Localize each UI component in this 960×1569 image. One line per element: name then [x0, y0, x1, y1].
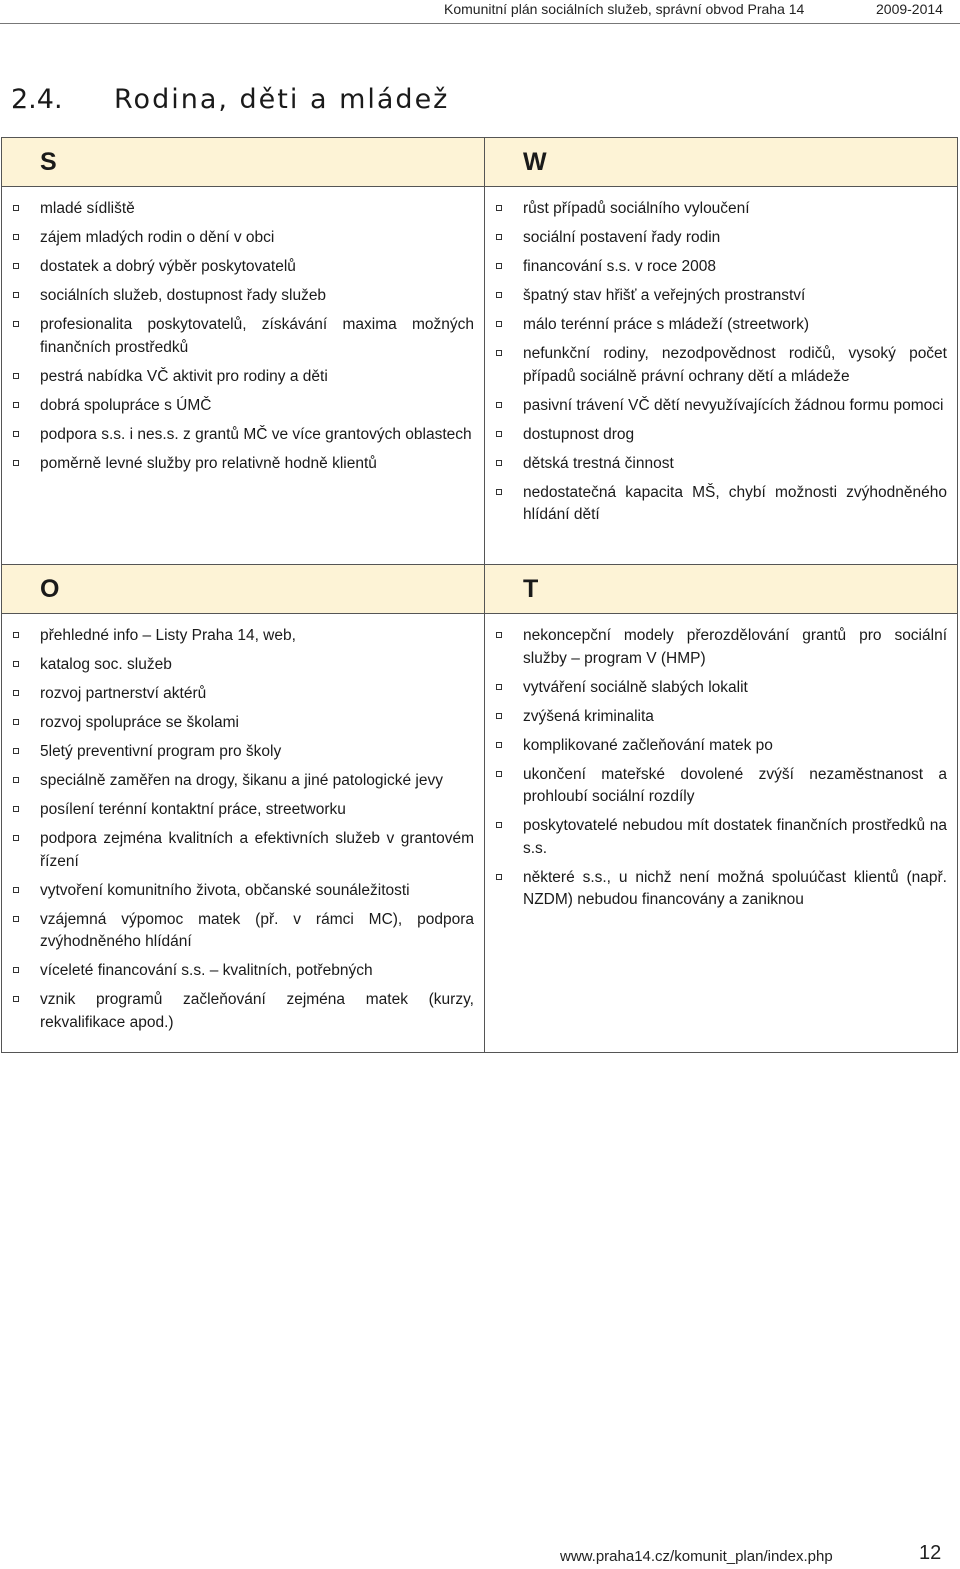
list-item-text: některé s.s., u nichž není možná spoluúčast klientů (např. NZDM) nebudou financovány a zaniknou — [523, 868, 947, 908]
list-item — [2, 453, 474, 476]
list-item — [485, 256, 947, 279]
square-bullet-icon — [13, 321, 19, 327]
square-bullet-icon — [13, 748, 19, 754]
square-bullet-icon — [13, 431, 19, 437]
square-bullet-icon — [13, 777, 19, 783]
list-item-text: 5letý preventivní program pro školy — [40, 743, 282, 760]
list-item-text: podpora zejména kvalitních a efektivních služeb v grantovém řízení — [40, 830, 474, 870]
square-bullet-icon — [496, 632, 502, 638]
list-item-text: komplikované začleňování matek po — [523, 736, 773, 754]
list-item-text: dostatek a dobrý výběr poskytovatelů — [40, 258, 296, 275]
list-item-text: rozvoj partnerství aktérů — [40, 685, 207, 702]
opportunities-list — [2, 614, 484, 1034]
square-bullet-icon — [13, 263, 19, 269]
list-item-text: financování s.s. v roce 2008 — [523, 258, 717, 275]
weaknesses-list — [485, 187, 957, 527]
list-item-text: posílení terénní kontaktní práce, streetworku — [40, 801, 346, 818]
threats-header: T — [485, 565, 958, 614]
header-rule — [0, 23, 960, 24]
list-item — [485, 285, 947, 308]
list-item-text: vytvoření komunitního života, občanské sounáležitosti — [40, 881, 410, 899]
square-bullet-icon — [13, 806, 19, 812]
list-item — [485, 314, 947, 337]
list-item — [485, 198, 947, 221]
list-item-text: špatný stav hřišť a veřejných prostranství — [523, 287, 806, 304]
square-bullet-icon — [13, 292, 19, 298]
list-item — [485, 424, 947, 447]
list-item-text: vznik programů začleňování zejména matek (kurzy, rekvalifikace apod.) — [40, 991, 474, 1031]
square-bullet-icon — [496, 742, 502, 748]
list-item — [485, 482, 947, 527]
list-item — [2, 799, 474, 822]
square-bullet-icon — [13, 373, 19, 379]
square-bullet-icon — [496, 460, 502, 466]
list-item-text: málo terénní práce s mládeží (streetwork) — [523, 316, 809, 333]
strengths-cell — [2, 187, 485, 565]
list-item — [485, 625, 947, 670]
list-item — [2, 256, 474, 279]
section-title: Rodina, děti a mládež — [114, 84, 450, 115]
swot-body-row-top — [2, 187, 958, 565]
list-item-text: nefunkční rodiny, nezodpovědnost rodičů, vysoký počet případů sociálně právní ochrany dětí a mládeže — [523, 345, 947, 385]
list-item — [2, 366, 474, 389]
running-footer — [0, 1540, 960, 1568]
list-item-text: poskytovatelé nebudou mít dostatek finančních prostředků na s.s. — [523, 817, 947, 857]
list-item-text: sociálních služeb, dostupnost řady služeb — [40, 287, 327, 304]
list-item-text: vzájemná výpomoc matek (př. v rámci MC), podpora zvýhodněného hlídání — [40, 910, 474, 950]
square-bullet-icon — [496, 263, 502, 269]
list-item-text: rozvoj spolupráce se školami — [40, 714, 240, 731]
opportunities-cell — [2, 614, 485, 1053]
square-bullet-icon — [13, 690, 19, 696]
square-bullet-icon — [13, 887, 19, 893]
list-item-text: ukončení mateřské dovolené zvýší nezaměstnanost a prohloubí sociální rozdíly — [523, 765, 947, 805]
weaknesses-cell — [485, 187, 958, 565]
square-bullet-icon — [496, 713, 502, 719]
square-bullet-icon — [13, 632, 19, 638]
list-item-text: růst případů sociálního vyloučení — [523, 200, 750, 217]
list-item — [2, 828, 474, 873]
list-item-text: zvýšená kriminalita — [523, 707, 654, 725]
square-bullet-icon — [496, 431, 502, 437]
square-bullet-icon — [496, 205, 502, 211]
list-item-text: přehledné info – Listy Praha 14, web, — [40, 627, 296, 644]
list-item-text: pasivní trávení VČ dětí nevyužívajících žádnou formu pomoci — [523, 396, 944, 414]
list-item — [2, 395, 474, 418]
list-item — [485, 395, 947, 418]
square-bullet-icon — [13, 234, 19, 240]
list-item — [485, 706, 947, 729]
list-item — [2, 314, 474, 359]
square-bullet-icon — [13, 402, 19, 408]
list-item — [485, 764, 947, 809]
swot-body-row-bottom — [2, 614, 958, 1053]
list-item — [2, 909, 474, 954]
list-item — [2, 712, 474, 735]
square-bullet-icon — [13, 916, 19, 922]
list-item-text: mladé sídliště — [40, 200, 135, 217]
square-bullet-icon — [496, 489, 502, 495]
list-item — [485, 677, 947, 700]
section-number: 2.4. — [11, 84, 63, 115]
list-item — [2, 770, 474, 793]
list-item-text: poměrně levné služby pro relativně hodně klientů — [40, 454, 377, 472]
footer-url: www.praha14.cz/komunit_plan/index.php — [560, 1548, 833, 1565]
list-item — [2, 683, 474, 706]
list-item — [2, 989, 474, 1034]
threats-list — [485, 614, 957, 912]
square-bullet-icon — [496, 684, 502, 690]
square-bullet-icon — [13, 661, 19, 667]
square-bullet-icon — [496, 292, 502, 298]
list-item-text: dětská trestná činnost — [523, 454, 674, 472]
list-item — [2, 285, 474, 308]
square-bullet-icon — [496, 402, 502, 408]
square-bullet-icon — [13, 205, 19, 211]
list-item — [2, 741, 474, 764]
list-item-text: speciálně zaměřen na drogy, šikanu a jiné patologické jevy — [40, 772, 443, 789]
list-item — [485, 815, 947, 860]
swot-header-row-bottom — [2, 565, 958, 614]
swot-table — [1, 137, 958, 1053]
list-item-text: katalog soc. služeb — [40, 656, 172, 673]
list-item — [485, 343, 947, 388]
running-header — [0, 0, 960, 30]
list-item-text: dostupnost drog — [523, 425, 635, 443]
list-item — [485, 735, 947, 758]
square-bullet-icon — [496, 234, 502, 240]
strengths-list — [2, 187, 484, 475]
list-item-text: sociální postavení řady rodin — [523, 229, 721, 246]
threats-cell — [485, 614, 958, 1053]
square-bullet-icon — [13, 996, 19, 1002]
list-item — [2, 960, 474, 983]
square-bullet-icon — [496, 321, 502, 327]
square-bullet-icon — [496, 822, 502, 828]
list-item-text: zájem mladých rodin o dění v obci — [40, 229, 275, 246]
weaknesses-header: W — [485, 138, 958, 187]
list-item-text: dobrá spolupráce s ÚMČ — [40, 396, 212, 414]
list-item-text: nedostatečná kapacita MŠ, chybí možnosti zvýhodněného hlídání dětí — [523, 483, 947, 523]
square-bullet-icon — [13, 967, 19, 973]
square-bullet-icon — [496, 350, 502, 356]
list-item-text: nekoncepční modely přerozdělování grantů pro sociální služby – program V (HMP) — [523, 627, 947, 667]
document-title: Komunitní plán sociálních služeb, správní obvod Praha 14 — [444, 1, 805, 17]
list-item — [485, 453, 947, 476]
list-item — [2, 625, 474, 648]
section-heading — [11, 84, 449, 115]
list-item — [485, 867, 947, 912]
square-bullet-icon — [496, 874, 502, 880]
opportunities-header: O — [2, 565, 485, 614]
list-item — [2, 424, 474, 447]
square-bullet-icon — [13, 719, 19, 725]
list-item-text: podpora s.s. i nes.s. z grantů MČ ve více grantových oblastech — [40, 425, 472, 443]
list-item — [2, 198, 474, 221]
list-item — [485, 227, 947, 250]
list-item-text: profesionalita poskytovatelů, získávání maxima možných finančních prostředků — [40, 316, 474, 356]
square-bullet-icon — [496, 771, 502, 777]
swot-header-row-top — [2, 138, 958, 187]
list-item-text: pestrá nabídka VČ aktivit pro rodiny a děti — [40, 367, 328, 385]
square-bullet-icon — [13, 835, 19, 841]
list-item — [2, 880, 474, 903]
strengths-header: S — [2, 138, 485, 187]
list-item — [2, 227, 474, 250]
page-number: 12 — [919, 1542, 942, 1564]
document-years: 2009-2014 — [876, 1, 943, 17]
list-item-text: víceleté financování s.s. – kvalitních, potřebných — [40, 962, 373, 979]
list-item-text: vytváření sociálně slabých lokalit — [523, 678, 748, 696]
list-item — [2, 654, 474, 677]
square-bullet-icon — [13, 460, 19, 466]
